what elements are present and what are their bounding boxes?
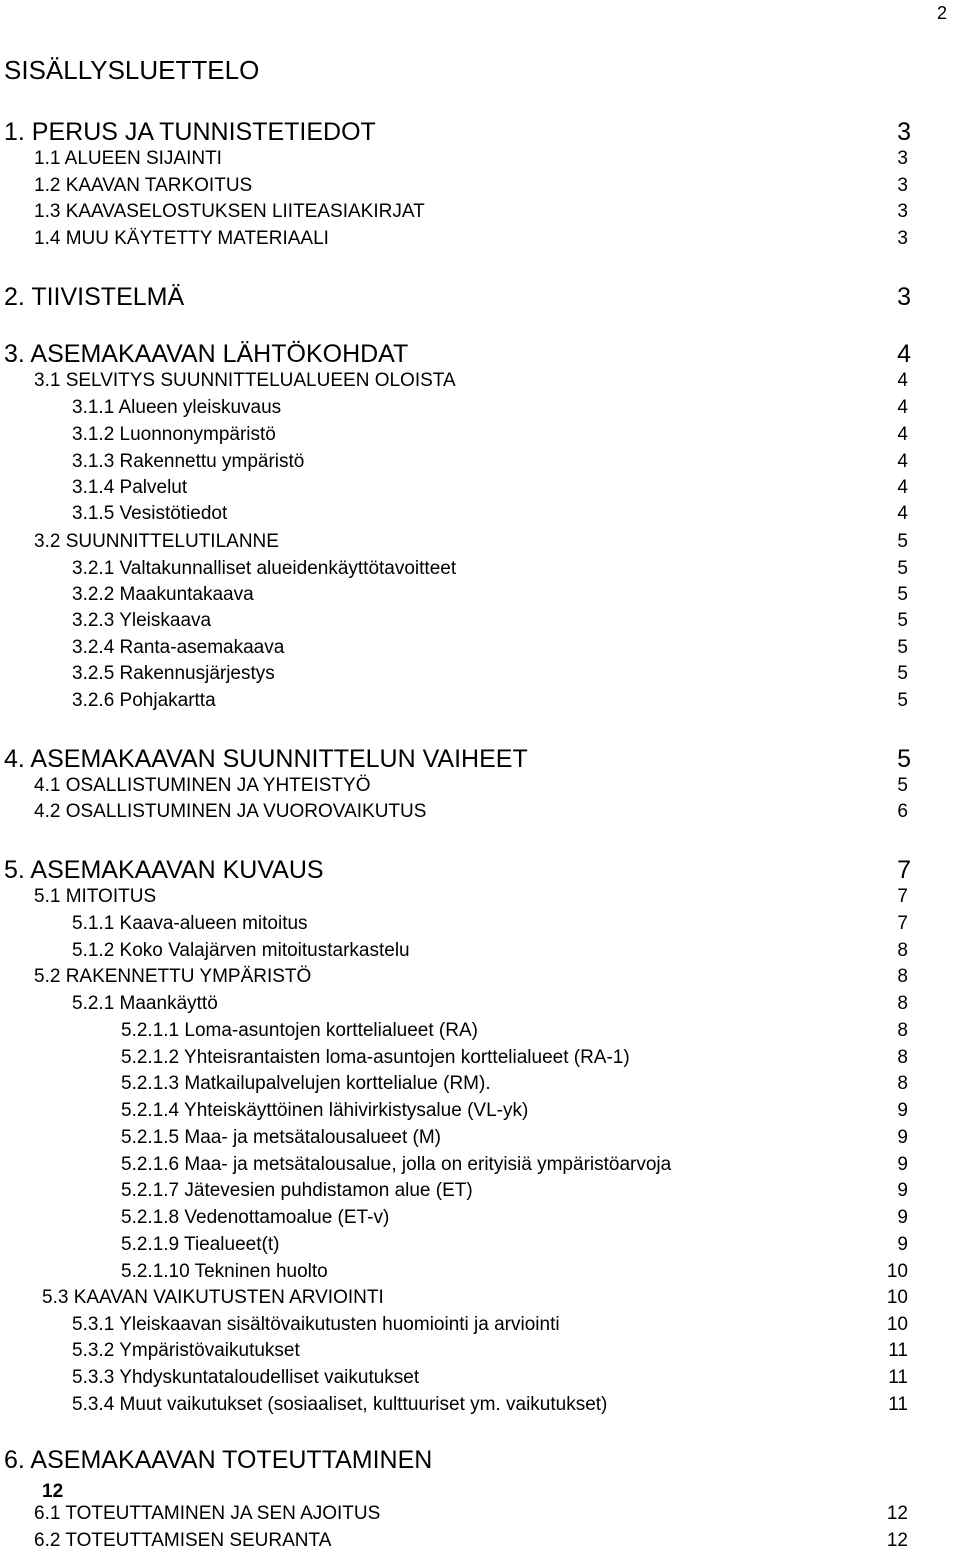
toc-entry-page: 7 [897, 856, 911, 884]
stray-page-number: 12 [42, 1481, 64, 1502]
toc-entry [0, 201, 960, 231]
toc-entry-page: 12 [886, 1503, 908, 1524]
toc-entry-page: 4 [897, 370, 908, 391]
toc-entry-label: 3.1.1 Alueen yleiskuvaus [72, 397, 282, 418]
toc-entry-page: 5 [897, 690, 908, 711]
toc-entry-page: 9 [897, 1127, 908, 1148]
toc-title: SISÄLLYSLUETTELO [4, 55, 260, 85]
toc-entry [0, 118, 960, 148]
toc-entry-page: 5 [897, 663, 908, 684]
toc-entry [0, 424, 960, 454]
toc-entry-label: 3.2 SUUNNITTELUTILANNE [34, 531, 279, 552]
toc-entry-label: 5.1 MITOITUS [34, 886, 157, 907]
toc-entry-label: 5.2.1 Maankäyttö [72, 993, 218, 1014]
toc-entry-page: 3 [897, 228, 908, 249]
toc-entry-page: 4 [897, 503, 908, 524]
toc-entry-page: 11 [888, 1340, 908, 1361]
toc-entry [0, 801, 960, 831]
toc-entry-label: 5.3.4 Muut vaikutukset (sosiaaliset, kulttuuriset ym. vaikutukset) [72, 1394, 608, 1415]
toc-entry-label: 5.2.1.3 Matkailupalvelujen korttelialue (RM). [121, 1073, 491, 1094]
toc-entry-label: 5.2.1.2 Yhteisrantaisten loma-asuntojen korttelialueet (RA-1) [121, 1047, 630, 1068]
toc-entry [0, 690, 960, 720]
toc-entry [0, 283, 960, 313]
toc-entry-label: 3.2.2 Maakuntakaava [72, 584, 254, 605]
toc-entry-label: 5.3.3 Yhdyskuntataloudelliset vaikutukset [72, 1367, 420, 1388]
toc-entry [0, 1180, 960, 1210]
toc-entry-label: 5.2.1.10 Tekninen huolto [121, 1261, 328, 1282]
toc-entry-label: 5.3.2 Ympäristövaikutukset [72, 1340, 300, 1361]
toc-entry [0, 1503, 960, 1533]
toc-entry-label: 1.3 KAAVASELOSTUKSEN LIITEASIAKIRJAT [34, 201, 425, 222]
toc-entry-page: 4 [897, 340, 911, 368]
toc-entry-page: 4 [897, 424, 908, 445]
toc-entry [0, 1073, 960, 1103]
toc-entry-label: 3.1 SELVITYS SUUNNITTELUALUEEN OLOISTA [34, 370, 456, 391]
toc-entry-page: 3 [897, 148, 908, 169]
toc-entry-page: 10 [886, 1287, 908, 1308]
toc-entry-label: 5.2.1.1 Loma-asuntojen korttelialueet (RA) [121, 1020, 478, 1041]
toc-entry-label: 5.2.1.5 Maa- ja metsätalousalueet (M) [121, 1127, 441, 1148]
toc-entry-label: 3.1.3 Rakennettu ympäristö [72, 451, 305, 472]
toc-entry-page: 10 [886, 1261, 908, 1282]
toc-entry [0, 1530, 960, 1560]
toc-entry [0, 370, 960, 400]
toc-entry-page: 5 [897, 775, 908, 796]
toc-entry-label: 5. ASEMAKAAVAN KUVAUS [4, 856, 324, 884]
toc-entry-label: 4. ASEMAKAAVAN SUUNNITTELUN VAIHEET [4, 745, 528, 773]
toc-entry [0, 610, 960, 640]
toc-entry-page: 4 [897, 397, 908, 418]
toc-entry-page: 8 [897, 940, 908, 961]
toc-entry [0, 228, 960, 258]
toc-entry-page: 7 [897, 886, 908, 907]
toc-entry-label: 2. TIIVISTELMÄ [4, 283, 185, 311]
toc-entry-label: 5.1.1 Kaava-alueen mitoitus [72, 913, 308, 934]
toc-entry-label: 4.1 OSALLISTUMINEN JA YHTEISTYÖ [34, 775, 371, 796]
toc-entry-page: 8 [897, 1047, 908, 1068]
toc-entry-label: 3.2.3 Yleiskaava [72, 610, 212, 631]
toc-entry-page: 8 [897, 1073, 908, 1094]
toc-entry-label: 1.2 KAAVAN TARKOITUS [34, 175, 253, 196]
toc-entry [0, 1340, 960, 1370]
toc-entry-label: 5.2.1.9 Tiealueet(t) [121, 1234, 280, 1255]
toc-entry-page: 8 [897, 966, 908, 987]
toc-entry [0, 886, 960, 916]
toc-entry [0, 397, 960, 427]
toc-entry-page: 9 [897, 1180, 908, 1201]
toc-entry-label: 3.1.4 Palvelut [72, 477, 188, 498]
toc-entry-label: 3.1.2 Luonnonympäristö [72, 424, 276, 445]
toc-entry-label: 5.2.1.6 Maa- ja metsätalousalue, jolla on erityisiä ympäristöarvoja [121, 1154, 672, 1175]
toc-entry [0, 1394, 960, 1424]
toc-entry [0, 1367, 960, 1397]
toc-entry-page: 3 [897, 201, 908, 222]
toc-entry [0, 913, 960, 943]
toc-entry [0, 1127, 960, 1157]
toc-entry [0, 531, 960, 561]
toc-entry-label: 5.2.1.7 Jätevesien puhdistamon alue (ET) [121, 1180, 473, 1201]
toc-entry-page: 5 [897, 610, 908, 631]
toc-entry [0, 745, 960, 775]
toc-entry-page: 9 [897, 1207, 908, 1228]
toc-entry-page: 9 [897, 1234, 908, 1255]
toc-entry-page: 8 [897, 1020, 908, 1041]
toc-entry-page: 12 [886, 1530, 908, 1551]
toc-entry-label: 5.1.2 Koko Valajärven mitoitustarkastelu [72, 940, 410, 961]
toc-entry [0, 148, 960, 178]
toc-entry [0, 966, 960, 996]
toc-entry [0, 1020, 960, 1050]
toc-entry-page: 4 [897, 477, 908, 498]
toc-entry-page: 5 [897, 584, 908, 605]
toc-entry-label: 6.2 TOTEUTTAMISEN SEURANTA [34, 1530, 332, 1551]
toc-entry-page: 5 [897, 558, 908, 579]
toc-entry [0, 1207, 960, 1237]
toc-entry [0, 1234, 960, 1264]
toc-entry-label: 1.1 ALUEEN SIJAINTI [34, 148, 222, 169]
toc-entry [0, 663, 960, 693]
toc-entry-label: 3.2.1 Valtakunnalliset alueidenkäyttötavoitteet [72, 558, 457, 579]
toc-entry-page: 9 [897, 1154, 908, 1175]
toc-entry-page: 4 [897, 451, 908, 472]
toc-entry [0, 993, 960, 1023]
toc-entry-page: 5 [897, 745, 911, 773]
toc-entry-label: 1.4 MUU KÄYTETTY MATERIAALI [34, 228, 329, 249]
toc-entry-page: 9 [897, 1100, 908, 1121]
toc-entry-label: 3.1.5 Vesistötiedot [72, 503, 228, 524]
toc-entry [0, 1446, 960, 1476]
toc-entry-page: 10 [886, 1314, 908, 1335]
toc-entry-page: 11 [888, 1367, 908, 1388]
toc-entry-label: 5.2 RAKENNETTU YMPÄRISTÖ [34, 966, 312, 987]
toc-entry-label: 1. PERUS JA TUNNISTETIEDOT [4, 118, 376, 146]
toc-entry-label: 3.2.5 Rakennusjärjestys [72, 663, 275, 684]
toc-entry-label: 3.2.4 Ranta-asemakaava [72, 637, 285, 658]
toc-entry-label: 6. ASEMAKAAVAN TOTEUTTAMINEN [4, 1446, 433, 1474]
toc-entry-page: 5 [897, 531, 908, 552]
toc-entry-page: 3 [897, 118, 911, 146]
toc-entry [0, 856, 960, 886]
toc-entry-page: 3 [897, 175, 908, 196]
toc-entry-label: 5.3 KAAVAN VAIKUTUSTEN ARVIOINTI [42, 1287, 384, 1308]
toc-entry-label: 3. ASEMAKAAVAN LÄHTÖKOHDAT [4, 340, 409, 368]
toc-entry-label: 5.3.1 Yleiskaavan sisältövaikutusten huomiointi ja arviointi [72, 1314, 560, 1335]
toc-entry-page: 11 [888, 1394, 908, 1415]
toc-entry-label: 4.2 OSALLISTUMINEN JA VUOROVAIKUTUS [34, 801, 427, 822]
toc-entry [0, 1287, 960, 1317]
toc-entry [0, 1100, 960, 1130]
toc-entry-label: 5.2.1.8 Vedenottamoalue (ET-v) [121, 1207, 390, 1228]
page-number: 2 [937, 3, 948, 23]
toc-entry [0, 340, 960, 370]
toc-entry-page: 7 [897, 913, 908, 934]
toc-entry-label: 6.1 TOTEUTTAMINEN JA SEN AJOITUS [34, 1503, 381, 1524]
toc-entry [0, 503, 960, 533]
toc-entry-page: 5 [897, 637, 908, 658]
toc-entry-page: 8 [897, 993, 908, 1014]
toc-entry-label: 3.2.6 Pohjakartta [72, 690, 216, 711]
toc-entry-page: 6 [897, 801, 908, 822]
toc-entry-label: 5.2.1.4 Yhteiskäyttöinen lähivirkistysalue (VL-yk) [121, 1100, 529, 1121]
toc-entry-page: 3 [897, 283, 911, 311]
